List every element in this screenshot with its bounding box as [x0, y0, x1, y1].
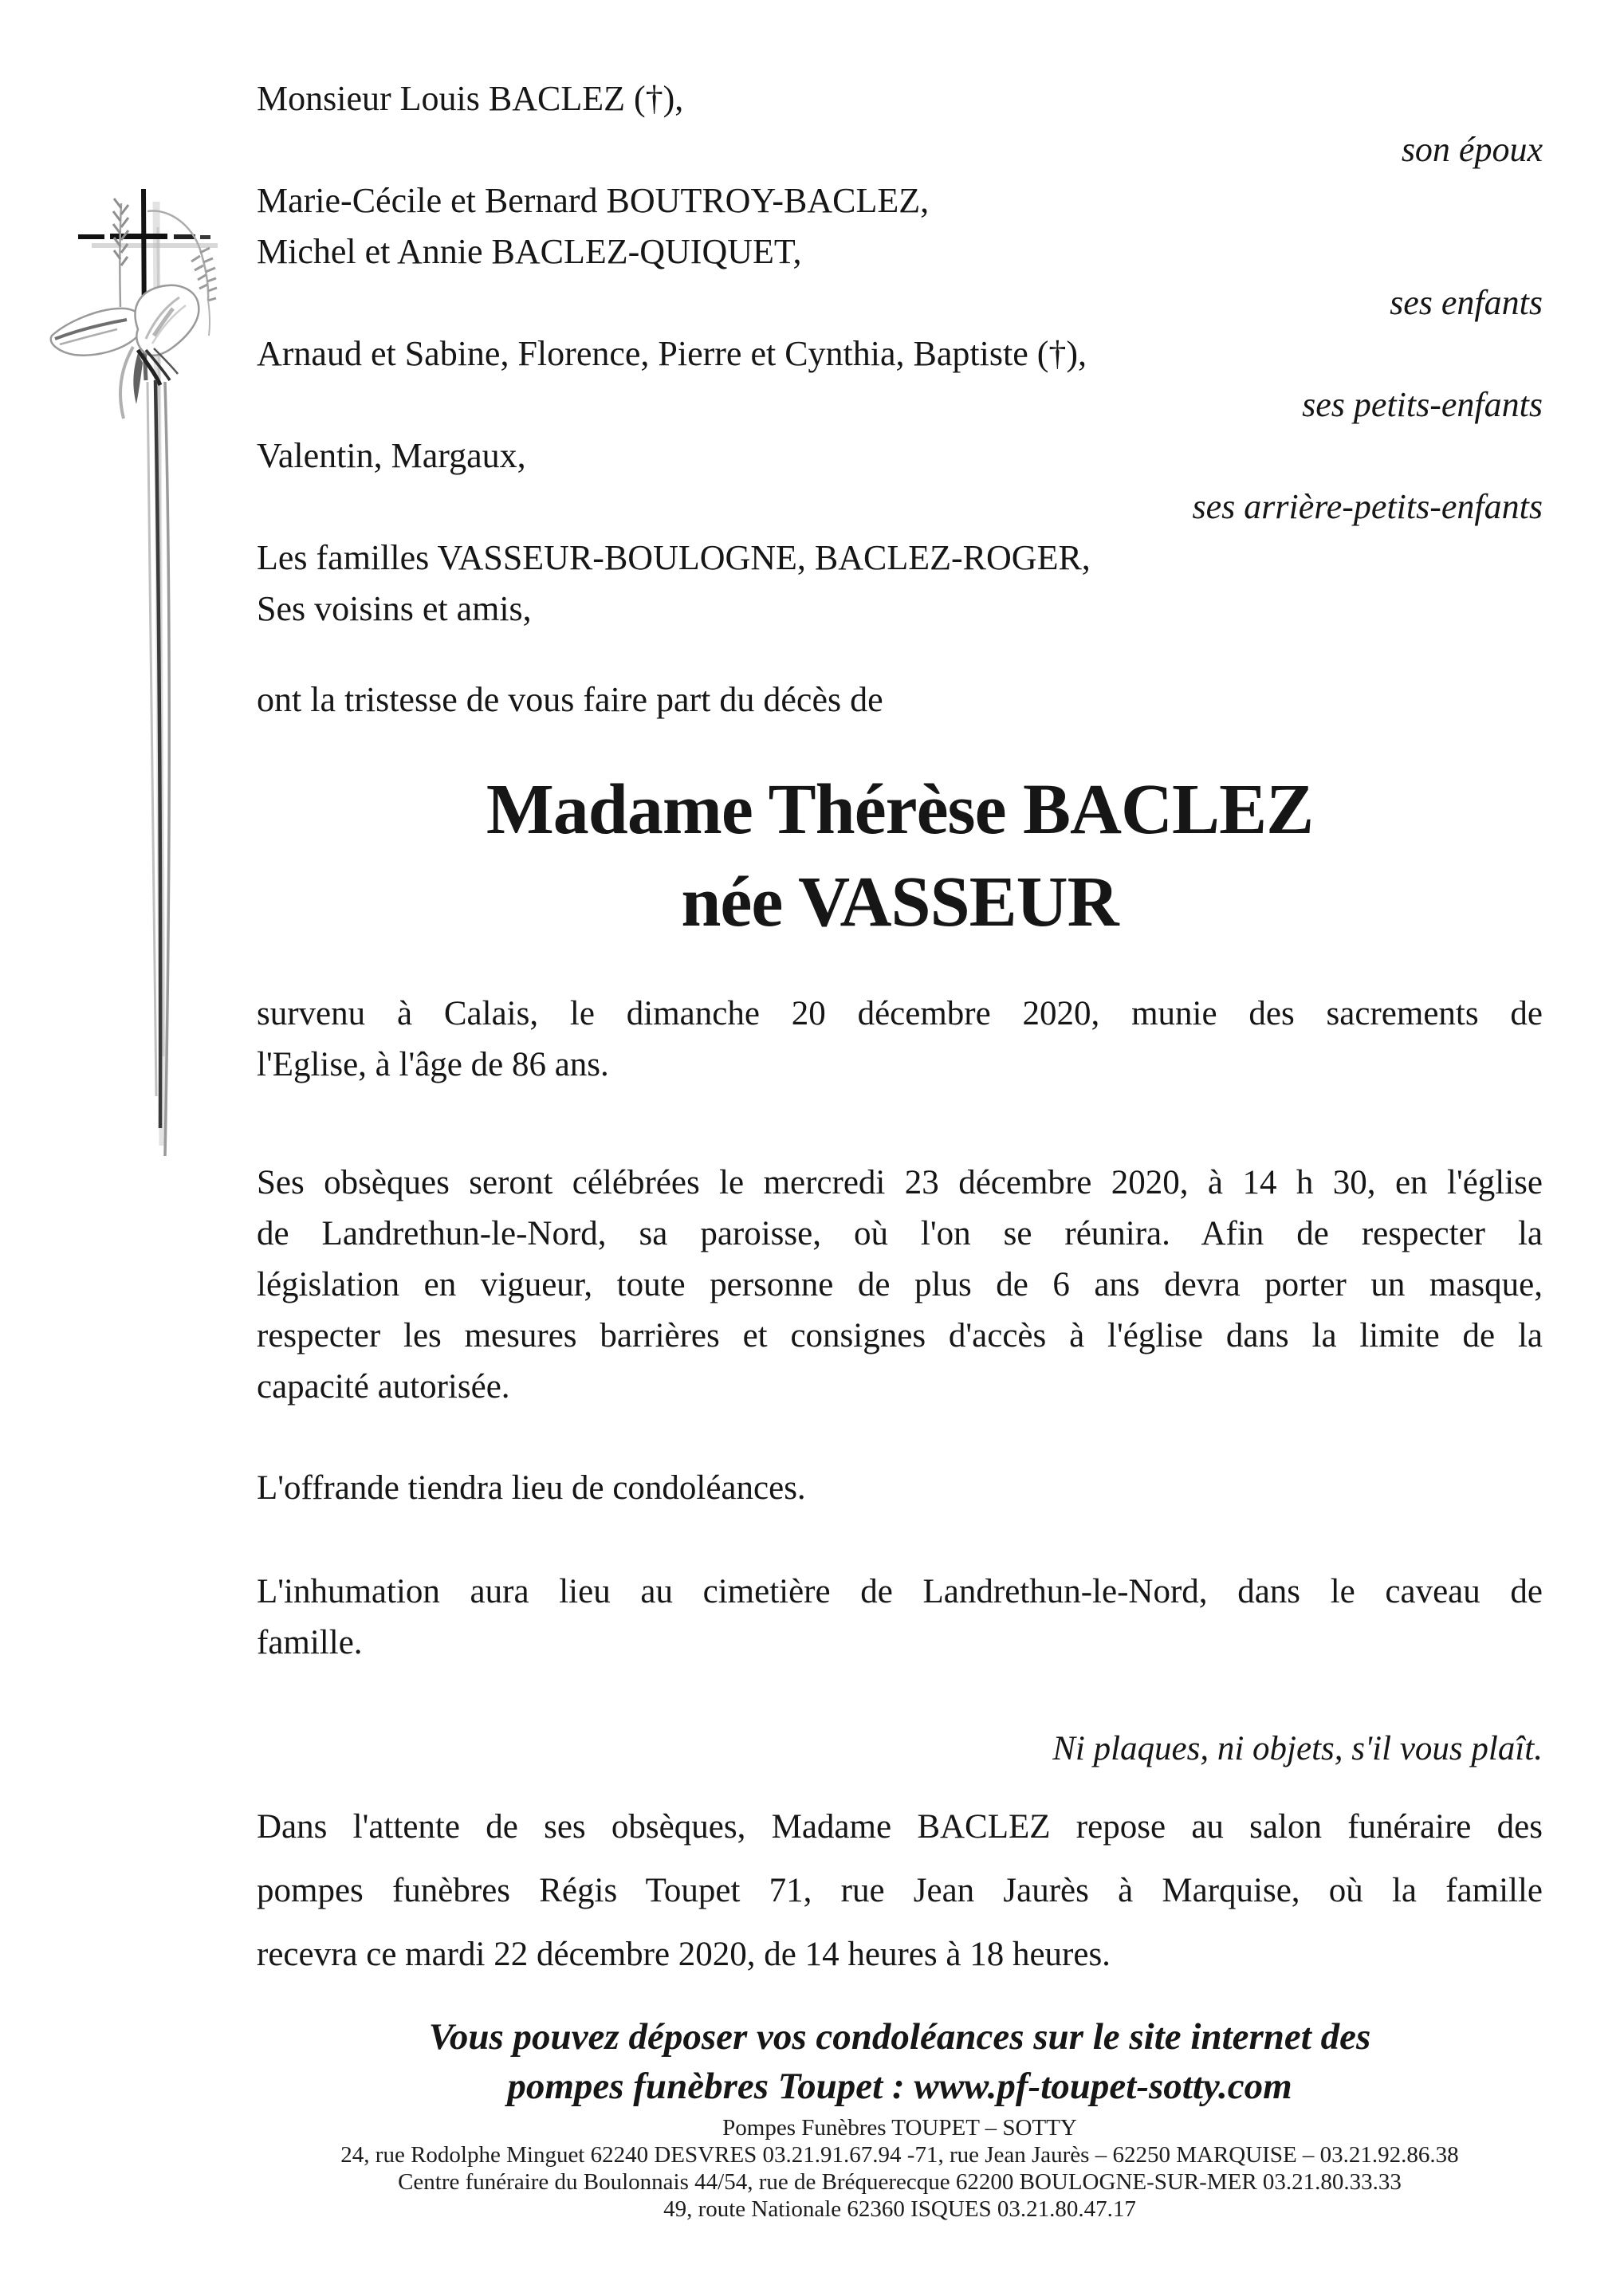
- deceased-name-line2: née VASSEUR: [681, 863, 1119, 942]
- deceased-name-title: [257, 764, 1543, 949]
- ceremony-details-paragraph-line: respecter les mesures barrières et consignes d'accès à l'église dans la limite de la: [257, 1317, 1543, 1354]
- ceremony-details-paragraph: [257, 1158, 1543, 1413]
- funeral-home-addresses-line: 49, route Nationale 62360 ISQUES 03.21.80.47.17: [663, 2196, 1136, 2222]
- family-mourners-list-line: Monsieur Louis BACLEZ (†),: [257, 79, 684, 118]
- burial-details-paragraph-line: famille.: [257, 1624, 363, 1661]
- deceased-name-line1: Madame Thérèse BACLEZ: [486, 770, 1314, 849]
- family-mourners-list-line: ses enfants: [1390, 283, 1543, 322]
- family-mourners-list-line: Marie-Cécile et Bernard BOUTROY-BACLEZ,: [257, 181, 930, 220]
- family-mourners-list-line: Valentin, Margaux,: [257, 436, 526, 475]
- funeral-home-addresses-line: 24, rue Rodolphe Minguet 62240 DESVRES 03.21.91.67.94 -71, rue Jean Jaurès – 62250 MARQUISE – 03.21.92.86.38: [340, 2142, 1459, 2168]
- family-mourners-list-line: son époux: [1401, 130, 1543, 169]
- ceremony-details-paragraph-line: Ses obsèques seront célébrées le mercredi 23 décembre 2020, à 14 h 30, en l'église: [257, 1164, 1543, 1201]
- visitation-details-paragraph-line: Dans l'attente de ses obsèques, Madame BACLEZ repose au salon funéraire des: [257, 1808, 1543, 1846]
- family-mourners-list-line: Les familles VASSEUR-BOULOGNE, BACLEZ-ROGER,: [257, 538, 1091, 577]
- funeral-home-name: Pompes Funèbres TOUPET – SOTTY: [722, 2115, 1077, 2141]
- death-details-paragraph-line: survenu à Calais, le dimanche 20 décembre 2020, munie des sacrements de: [257, 995, 1543, 1032]
- funeral-home-addresses-line: Centre funéraire du Boulonnais 44/54, rue de Bréquerecque 62200 BOULOGNE-SUR-MER 03.21.80.33.33: [398, 2169, 1402, 2195]
- family-mourners-list-line: ses arrière-petits-enfants: [1192, 487, 1543, 526]
- death-details-paragraph-line: l'Eglise, à l'âge de 86 ans.: [257, 1046, 609, 1083]
- family-mourners-list-line: ses petits-enfants: [1302, 385, 1543, 424]
- ceremony-details-paragraph-line: de Landrethun-le-Nord, sa paroisse, où l'on se réunira. Afin de respecter la: [257, 1215, 1543, 1252]
- visitation-details-paragraph: [257, 1795, 1543, 1987]
- family-mourners-list-line: Michel et Annie BACLEZ-QUIQUET,: [257, 232, 802, 271]
- burial-details-paragraph-line: L'inhumation aura lieu au cimetière de Landrethun-le-Nord, dans le caveau de: [257, 1573, 1543, 1610]
- funeral-home-addresses: [257, 2141, 1543, 2223]
- ceremony-details-paragraph-line: capacité autorisée.: [257, 1368, 510, 1406]
- cross-calla-lily-wheat-icon: [44, 179, 243, 1168]
- visitation-details-paragraph-line: pompes funèbres Régis Toupet 71, rue Jean Jaurès à Marquise, où la famille: [257, 1872, 1543, 1909]
- death-details-paragraph: [257, 989, 1543, 1091]
- offering-note: [257, 1463, 1543, 1514]
- funeral-home-footer: [257, 2114, 1543, 2223]
- burial-details-paragraph: [257, 1567, 1543, 1669]
- offering-note-line: L'offrande tiendra lieu de condoléances.: [257, 1469, 806, 1507]
- announcement-intro: ont la tristesse de vous faire part du décès de: [257, 680, 883, 719]
- online-condolences-notice: [257, 2012, 1543, 2111]
- family-mourners-list: [257, 73, 1543, 635]
- ceremony-details-paragraph-line: législation en vigueur, toute personne de plus de 6 ans devra porter un masque,: [257, 1266, 1543, 1303]
- visitation-details-paragraph-line: recevra ce mardi 22 décembre 2020, de 14 heures à 18 heures.: [257, 1936, 1111, 1973]
- online-condolences-notice-line: pompes funèbres Toupet : www.pf-toupet-sotty.com: [507, 2066, 1292, 2107]
- family-mourners-list-line: Arnaud et Sabine, Florence, Pierre et Cynthia, Baptiste (†),: [257, 334, 1087, 373]
- no-plaques-note: Ni plaques, ni objets, s'il vous plaît.: [1052, 1730, 1543, 1767]
- online-condolences-notice-line: Vous pouvez déposer vos condoléances sur le site internet des: [428, 2016, 1371, 2058]
- family-mourners-list-line: Ses voisins et amis,: [257, 589, 532, 628]
